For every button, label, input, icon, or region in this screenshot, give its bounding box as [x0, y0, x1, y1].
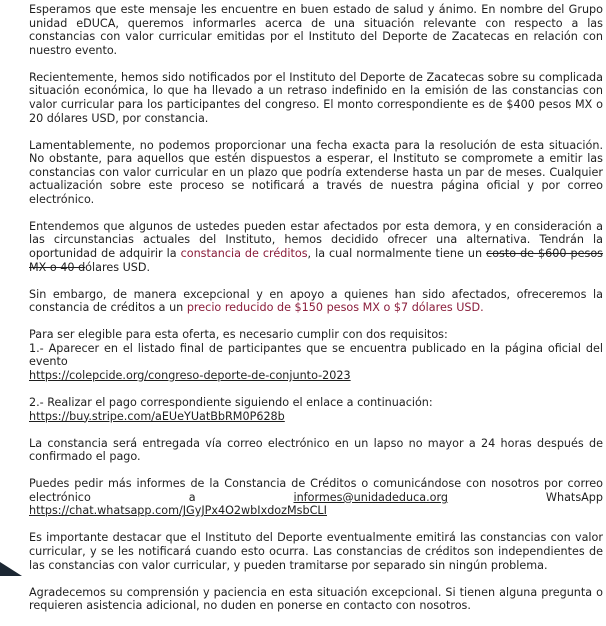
requirements-block — [29, 328, 603, 382]
alternative-text-2: , la cual normalmente tiene un — [307, 247, 487, 261]
note-paragraph: Es importante destacar que el Instituto del Deporte eventualmente emitirá las constancias con valor curricular, y se les notificará cuando esto ocurra. Las constancias de créditos son independientes de las constancias con valor curricular, y pueden tramitarse por separado sin ningún problema. — [29, 531, 603, 572]
requirement-2-block — [29, 396, 603, 423]
alternative-paragraph — [29, 220, 603, 274]
requirements-intro: Para ser elegible para esta oferta, es necesario cumplir con dos requisitos: — [29, 328, 448, 342]
whatsapp-link[interactable]: https://chat.whatsapp.com/JGyJPx4O2wbIxdozMsbCLI — [29, 504, 327, 518]
original-price-struck: costo de $600 pesos MX o 40 d — [29, 247, 603, 274]
email-link[interactable]: informes@unidadeduca.org — [293, 490, 449, 504]
corner-decoration — [0, 562, 22, 576]
closing-paragraph: Agradecemos su comprensión y paciencia en esta situación excepcional. Si tienen alguna pregunta o requieren asistencia adicional, no duden en ponerse en contacto con nosotros. — [29, 585, 603, 613]
alternative-text: Entendemos que algunos de ustedes pueden estar afectados por esta demora, y en consideración a las circunstancias actuales del Instituto, hemos decidido ofrecer una alternativa. Tendrán la oportunidad de adquirir la — [29, 219, 603, 261]
participants-list-link[interactable]: https://colepcide.org/congreso-deporte-de-conjunto-2023 — [29, 369, 351, 383]
notification-paragraph: Recientemente, hemos sido notificados por el Instituto del Deporte de Zacatecas sobre su complicada situación económica, lo que ha llevado a un retraso indefinido en la emisión de las constancias con valor curricular para los participantes del congreso. El monto correspondiente es de $400 pesos MX o 20 dólares USD, por constancia. — [29, 70, 603, 125]
credits-certificate-highlight: constancia de créditos — [180, 247, 308, 261]
whatsapp-label: WhatsApp — [448, 490, 603, 504]
offer-paragraph — [29, 288, 603, 315]
contact-text: Puedes pedir más informes de la Constancia de Créditos o comunicándose con nosotros por correo electrónico a — [29, 477, 603, 504]
payment-link[interactable]: https://buy.stripe.com/aEUeYUatBbRM0P628b — [29, 409, 285, 423]
offer-text: Sin embargo, de manera excepcional y en apoyo a quienes han sido afectados, ofreceremos la constancia de créditos a un — [29, 287, 603, 315]
requirement-1: 1.- Aparecer en el listado final de participantes que se encuentra publicado en la página oficial del evento — [29, 341, 603, 369]
greeting-paragraph: Esperamos que este mensaje les encuentre en buen estado de salud y ánimo. En nombre del Grupo unidad eDUCA, queremos informarles acerca de una situación relevante con respecto a las constancias con valor curricular emitidas por el Instituto del Deporte de Zacatecas en relación con nuestro evento. — [29, 3, 603, 57]
delivery-paragraph: La constancia será entregada vía correo electrónico en un lapso no mayor a 24 horas después de confirmado el pago. — [29, 436, 603, 464]
email-body — [29, 3, 603, 626]
delay-paragraph: Lamentablemente, no podemos proporcionar una fecha exacta para la resolución de esta situación. No obstante, para aquellos que estén dispuestos a esperar, el Instituto se compromete a emitir las constancias con valor curricular en un plazo que podría extenderse hasta un par de meses. Cualquier actualización sobre este proceso se notificará a través de nuestra página oficial y por correo electrónico. — [29, 138, 603, 206]
requirement-2: 2.- Realizar el pago correspondiente siguiendo el enlace a continuación: — [29, 396, 433, 409]
alternative-text-3: ólares USD. — [85, 260, 151, 274]
reduced-price-highlight: precio reducido de $150 pesos MX o $7 dólares USD. — [186, 301, 484, 315]
contact-paragraph — [29, 477, 603, 518]
